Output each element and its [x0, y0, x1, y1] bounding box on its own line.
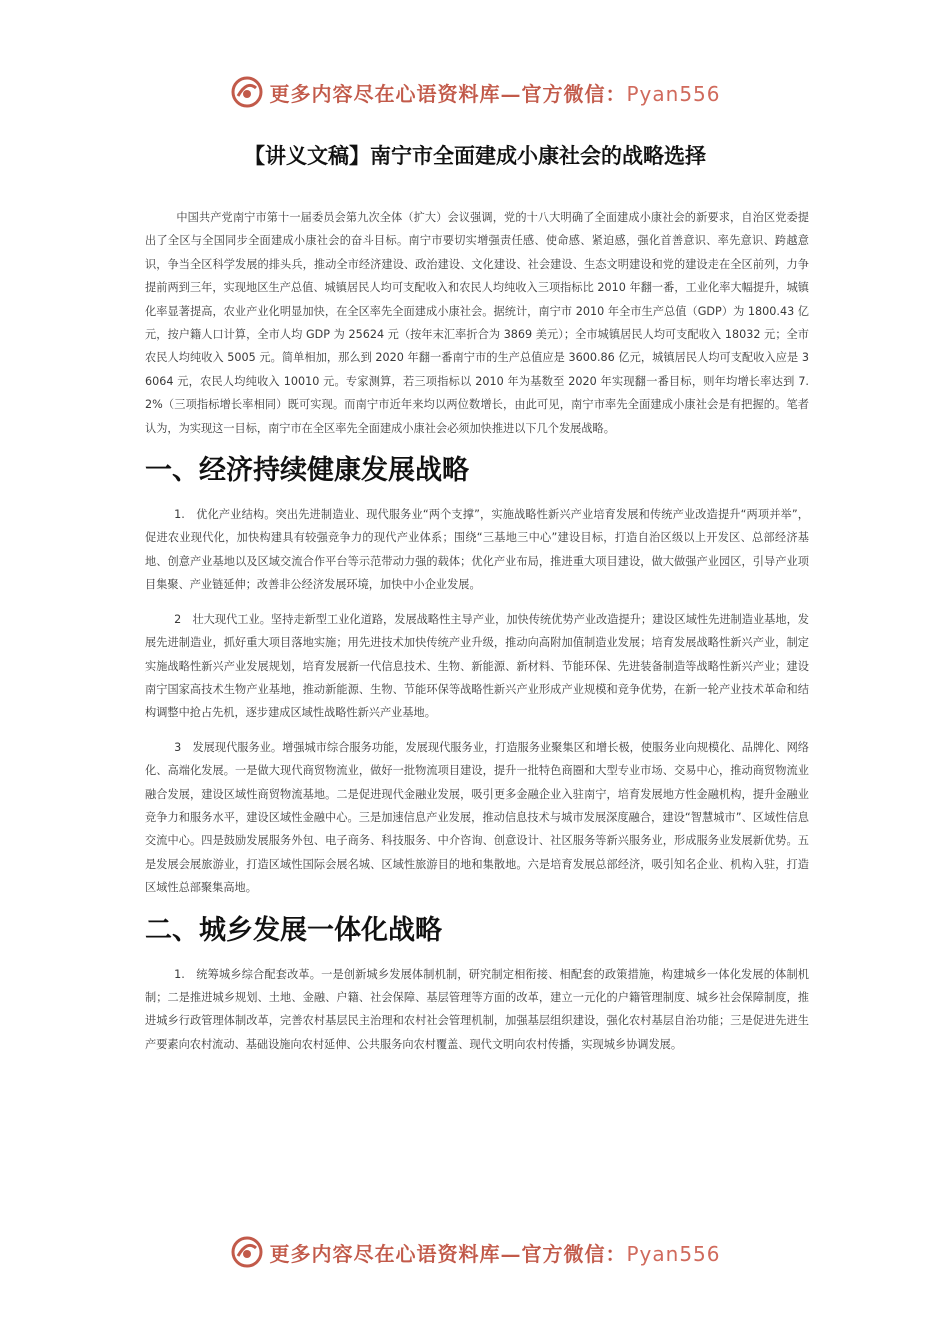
document-body	[145, 206, 809, 1067]
section-2-paragraph-1: 1. 统筹城乡综合配套改革。一是创新城乡发展体制机制，研究制定相衔接、相配套的政策措施，构建城乡一体化发展的体制机制；二是推进城乡规划、土地、金融、户籍、社会保障、基层管理等方面的改革，建立一元化的户籍管理制度、城乡社会保障制度，推进城乡行政管理体制改革，完善农村基层民主治理和农村社会管理机制，加强基层组织建设，强化农村基层自治功能；三是促进先进生产要素向农村流动、基础设施向农村延伸、公共服务向农村覆盖、现代文明向农村传播，实现城乡协调发展。	[145, 967, 809, 1051]
section-1-paragraph-1: 1. 优化产业结构。突出先进制造业、现代服务业“两个支撑”，实施战略性新兴产业培育发展和传统产业改造提升“两项并举”，促进农业现代化，加快构建具有较强竞争力的现代产业体系；围绕“三基地三中心”建设目标，打造自治区级以上开发区、总部经济基地、创意产业基地以及区域交流合作平台等示范带动力强的载体；优化产业布局，推进重大项目建设，做大做强产业园区，引导产业项目集聚、产业链延伸；改善非公经济发展环境，加快中小企业发展。	[145, 508, 809, 592]
section-1-paragraph-3: 3 发展现代服务业。增强城市综合服务功能，发展现代服务业，打造服务业聚集区和增长极，使服务业向规模化、品牌化、网络化、高端化发展。一是做大现代商贸物流业，做好一批物流项目建设，提升一批特色商圈和大型专业市场、交易中心，推动商贸物流业融合发展，建设区域性商贸物流基地。二是促进现代金融业发展，吸引更多金融企业入驻南宁，培育发展地方性金融机构，提升金融业竞争力和服务水平，建设区域性金融中心。三是加速信息产业发展，推动信息技术与城市发展深度融合，建设“智慧城市”、区域性信息交流中心。四是鼓励发展服务外包、电子商务、科技服务、中介咨询、创意设计、社区服务等新兴服务业，形成服务业发展新优势。五是发展会展旅游业，打造区域性国际会展名城、区域性旅游目的地和集散地。六是培育发展总部经济，吸引知名企业、机构入驻，打造区域性总部聚集高地。	[145, 740, 809, 895]
banner-main: 更多内容尽在心语资料库	[269, 81, 501, 106]
banner-official: 官方微信：	[521, 81, 627, 106]
banner-official: 官方微信：	[521, 1241, 627, 1266]
banner-text	[269, 1238, 720, 1267]
banner-wechat-id: Pyan556	[626, 81, 721, 106]
watermark-banner-bottom	[0, 1232, 950, 1272]
banner-dash: —	[500, 1241, 522, 1266]
document-title: 【讲义文稿】南宁市全面建成小康社会的战略选择	[244, 144, 706, 168]
logo-icon	[229, 74, 265, 110]
section-2-heading: 二、城乡发展一体化战略	[145, 914, 442, 946]
intro-paragraph: 中国共产党南宁市第十一届委员会第九次全体（扩大）会议强调，党的十八大明确了全面建成小康社会的新要求，自治区党委提出了全区与全国同步全面建成小康社会的奋斗目标。南宁市要切实增强责任感、使命感、紧迫感，强化首善意识、率先意识、跨越意识，争当全区科学发展的排头兵，推动全市经济建设、政治建设、文化建设、社会建设、生态文明建设和党的建设走在全区前列，力争提前两到三年，实现地区生产总值、城镇居民人均可支配收入和农民人均纯收入三项指标比 2010 年翻一番，工业化率大幅提升，城镇化率显著提高，农业产业化明显加快，在全区率先全面建成小康社会。据统计，南宁市 2010 年全市生产总值（GDP）为 1800.43 亿元，按户籍人口计算，全市人均 GDP 为 25624 元（按年末汇率折合为 3869 美元）；全市城镇居民人均可支配收入 18032 元；全市农民人均纯收入 5005 元。简单相加，那么到 2020 年翻一番南宁市的生产总值应是 3600.86 亿元，城镇居民人均可支配收入应是 36064 元，农民人均纯收入 10010 元。专家测算，若三项指标以 2010 年为基数至 2020 年实现翻一番目标，则年均增长率达到 7.2%（三项指标增长率相同）既可实现。而南宁市近年来均以两位数增长，由此可见，南宁市率先全面建成小康社会是有把握的。笔者认为，为实现这一目标，南宁市在全区率先全面建成小康社会必须加快推进以下几个发展战略。	[145, 211, 809, 435]
watermark-banner-top	[0, 72, 950, 112]
banner-text	[269, 78, 720, 107]
banner-main: 更多内容尽在心语资料库	[269, 1241, 501, 1266]
section-1-paragraph-2: 2 壮大现代工业。坚持走新型工业化道路，发展战略性主导产业，加快传统优势产业改造提升；建设区域性先进制造业基地，发展先进制造业，抓好重大项目落地实施；用先进技术加快传统产业升级，推动向高附加值制造业发展；培育发展战略性新兴产业，制定实施战略性新兴产业发展规划，培育发展新一代信息技术、生物、新能源、新材料、节能环保、先进装备制造等战略性新兴产业；建设南宁国家高技术生物产业基地，推动新能源、生物、节能环保等战略性新兴产业形成产业规模和竞争优势，在新一轮产业技术革命和结构调整中抢占先机，逐步建成区域性战略性新兴产业基地。	[145, 612, 809, 720]
section-1-heading: 一、经济持续健康发展战略	[145, 455, 469, 487]
banner-dash: —	[500, 81, 522, 106]
logo-icon	[229, 1234, 265, 1270]
banner-wechat-id: Pyan556	[626, 1241, 721, 1266]
